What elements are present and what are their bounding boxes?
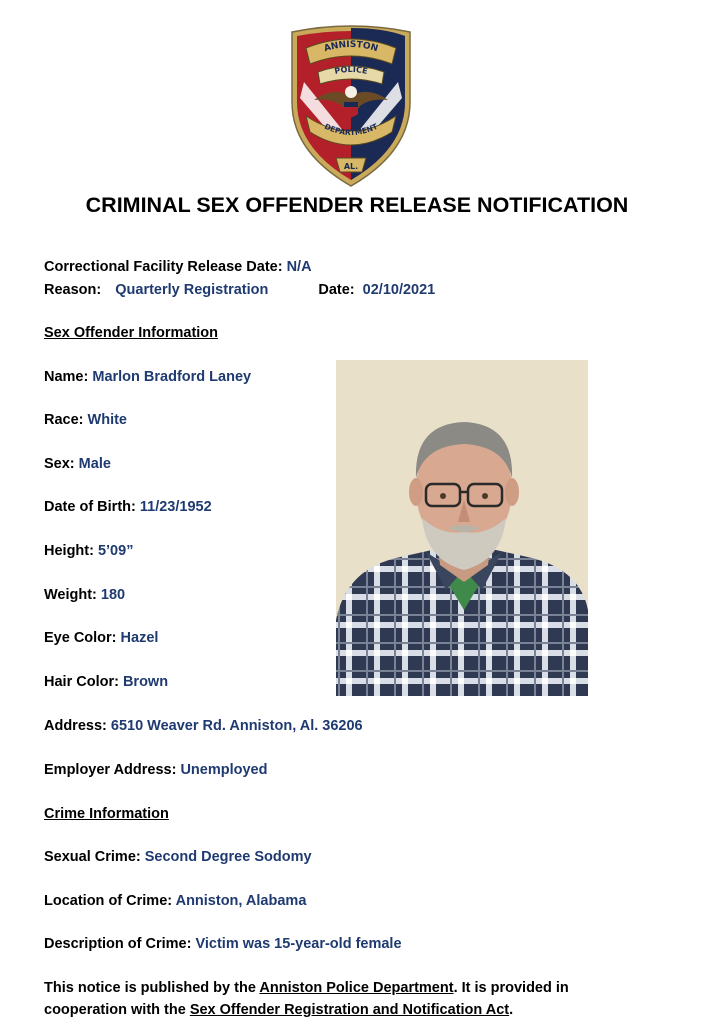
notice-text: cooperation with the: [44, 1002, 186, 1018]
weight-label: Weight:: [44, 587, 97, 603]
notice-text: . It is provided in: [453, 980, 569, 996]
sex-label: Sex:: [44, 456, 75, 472]
offender-section-heading: Sex Offender Information: [44, 325, 219, 341]
notice-text: This notice is published by the: [44, 980, 256, 996]
eye-color-value: Hazel: [120, 630, 159, 646]
name-label: Name:: [44, 369, 89, 385]
sexual-crime-value: Second Degree Sodomy: [144, 849, 312, 865]
notice-line-1: [44, 980, 569, 996]
offender-field: [44, 630, 158, 646]
offender-field: [44, 718, 363, 734]
height-value: 5’09”: [97, 543, 134, 559]
offender-field: [44, 674, 168, 690]
race-value: White: [87, 412, 127, 428]
notice-line-2: [44, 1002, 513, 1018]
dob-value: 11/23/1952: [139, 499, 212, 515]
badge-state-text: AL.: [343, 162, 359, 171]
hair-color-label: Hair Color:: [44, 674, 119, 690]
crime-location-label: Location of Crime:: [44, 893, 173, 909]
name-value: Marlon Bradford Laney: [92, 369, 252, 385]
address-label: Address:: [44, 718, 107, 734]
address-value: 6510 Weaver Rd. Anniston, Al. 36206: [110, 718, 363, 734]
crime-field: [44, 893, 306, 909]
offender-field: [44, 587, 125, 603]
height-label: Height:: [44, 543, 94, 559]
page-title: CRIMINAL SEX OFFENDER RELEASE NOTIFICATION: [85, 193, 629, 217]
release-date-label: Correctional Facility Release Date:: [44, 259, 283, 275]
eye-color-label: Eye Color:: [44, 630, 117, 646]
notice-act: Sex Offender Registration and Notification Act: [189, 1002, 510, 1018]
crime-location-value: Anniston, Alabama: [175, 893, 307, 909]
offender-field: [44, 412, 127, 428]
dob-label: Date of Birth:: [44, 499, 136, 515]
reason-label: Reason:: [44, 282, 102, 298]
notice-department: Anniston Police Department: [259, 980, 454, 996]
crime-description-value: Victim was 15-year-old female: [195, 936, 402, 952]
offender-field: [44, 499, 212, 515]
badge-mid-text: POLICE: [333, 64, 369, 76]
employer-address-value: Unemployed: [180, 762, 268, 778]
offender-field: [44, 762, 267, 778]
crime-field: [44, 849, 312, 865]
crime-field: [44, 936, 402, 952]
release-date-line: [44, 259, 312, 275]
badge-bottom-text: DEPARTMENT: [323, 121, 379, 138]
offender-field: [44, 456, 111, 472]
reason-line: [44, 282, 435, 298]
offender-field: [44, 543, 133, 559]
offender-photo: [336, 360, 588, 696]
sexual-crime-label: Sexual Crime:: [44, 849, 141, 865]
reason-value: Quarterly Registration: [115, 282, 269, 298]
sex-value: Male: [78, 456, 111, 472]
race-label: Race:: [44, 412, 84, 428]
crime-description-label: Description of Crime:: [44, 936, 192, 952]
notice-date-value: 02/10/2021: [362, 282, 436, 298]
weight-value: 180: [100, 587, 126, 603]
release-date-value: N/A: [286, 259, 312, 275]
offender-field: [44, 369, 251, 385]
notice-text: .: [509, 1002, 514, 1018]
hair-color-value: Brown: [122, 674, 169, 690]
police-badge-logo: [284, 22, 418, 190]
notice-date-label: Date:: [318, 282, 355, 298]
employer-address-label: Employer Address:: [44, 762, 177, 778]
badge-top-text: ANNISTON: [322, 39, 380, 55]
crime-section-heading: Crime Information: [44, 806, 169, 822]
